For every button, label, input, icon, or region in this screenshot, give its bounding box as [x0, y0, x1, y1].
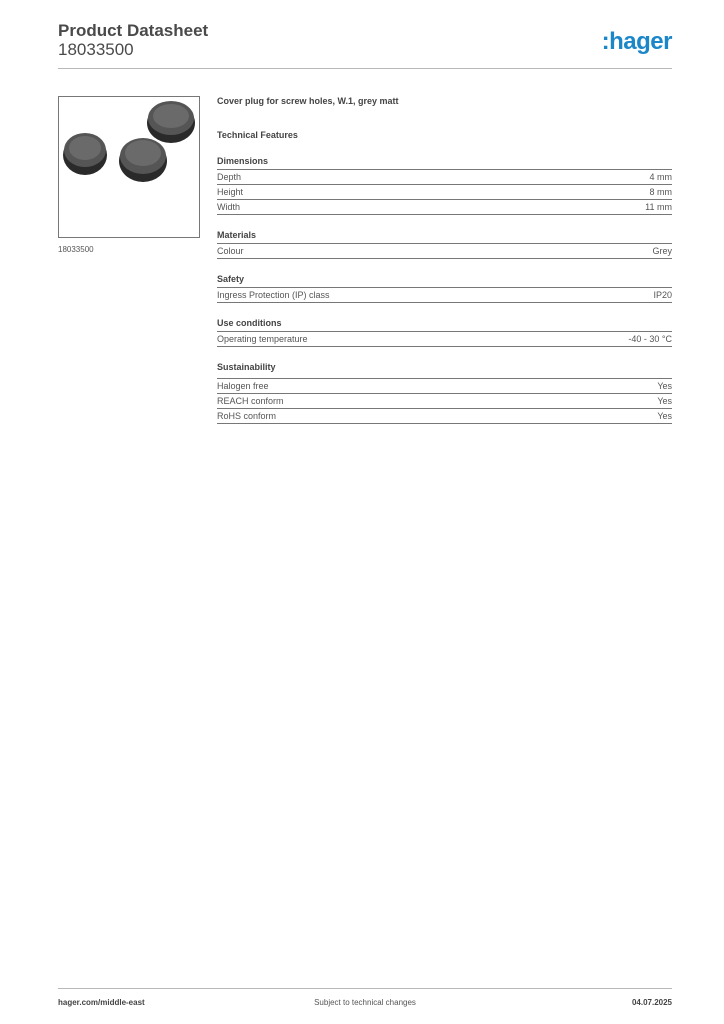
- image-caption: 18033500: [58, 245, 94, 254]
- spec-value: 4 mm: [649, 172, 672, 182]
- section-heading: Use conditions: [217, 318, 282, 328]
- section-sustainability: [217, 361, 672, 424]
- section-heading: Sustainability: [217, 362, 276, 372]
- spec-row: [217, 287, 672, 303]
- product-number: 18033500: [58, 40, 134, 59]
- page-title: Product Datasheet: [58, 21, 209, 40]
- spec-row: [217, 378, 672, 393]
- spec-row: [217, 169, 672, 184]
- spec-label: Halogen free: [217, 381, 269, 391]
- footer-divider: [58, 988, 672, 989]
- spec-label: Operating temperature: [217, 334, 308, 344]
- cover-plug-3: [119, 138, 167, 182]
- spec-value: 8 mm: [649, 187, 672, 197]
- spec-label: Ingress Protection (IP) class: [217, 290, 330, 300]
- spec-label: RoHS conform: [217, 411, 277, 421]
- spec-label: Colour: [217, 246, 244, 256]
- spec-value: Yes: [657, 411, 672, 421]
- spec-row: [217, 331, 672, 347]
- cover-plug-2: [63, 133, 107, 175]
- product-description: Cover plug for screw holes, W.1, grey matt: [217, 96, 399, 106]
- footer: [58, 998, 672, 1007]
- section-heading: Dimensions: [217, 156, 269, 166]
- section-safety: [217, 273, 672, 303]
- footer-date: 04.07.2025: [631, 998, 672, 1007]
- spec-row: [217, 243, 672, 259]
- footer-notice: Subject to technical changes: [314, 998, 416, 1007]
- footer-website: hager.com/middle-east: [58, 998, 145, 1007]
- section-use-conditions: [217, 317, 672, 347]
- section-dimensions: [217, 155, 672, 215]
- cover-plug-product-photo: [59, 97, 199, 237]
- technical-content: [217, 96, 672, 438]
- spec-value: IP20: [653, 290, 672, 300]
- spec-label: Height: [217, 187, 244, 197]
- spec-label: REACH conform: [217, 396, 284, 406]
- section-heading: Safety: [217, 274, 245, 284]
- spec-label: Width: [217, 202, 241, 212]
- spec-row: [217, 393, 672, 408]
- spec-row: [217, 408, 672, 424]
- hager-logo: :hager: [601, 28, 672, 55]
- spec-value: Grey: [652, 246, 672, 256]
- spec-value: Yes: [657, 396, 672, 406]
- product-image: [58, 96, 200, 238]
- spec-row: [217, 184, 672, 199]
- spec-label: Depth: [217, 172, 242, 182]
- spec-value: 11 mm: [645, 202, 672, 212]
- section-heading: Materials: [217, 230, 257, 240]
- spec-row: [217, 199, 672, 215]
- spec-value: Yes: [657, 381, 672, 391]
- spec-value: -40 - 30 °C: [628, 334, 672, 344]
- technical-features-heading: Technical Features: [217, 130, 298, 140]
- cover-plug-1: [147, 101, 195, 143]
- header-divider: [58, 68, 672, 69]
- section-materials: [217, 229, 672, 259]
